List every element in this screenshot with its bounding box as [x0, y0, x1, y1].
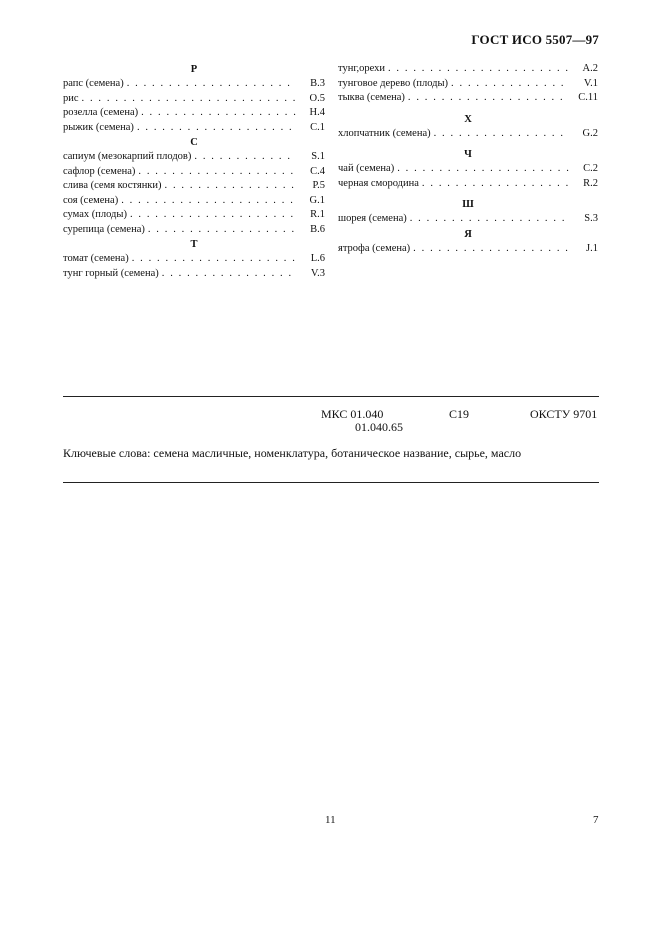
- entry-ref: C.2: [583, 163, 598, 174]
- index-entry: [63, 179, 325, 194]
- index-entry: [63, 208, 325, 223]
- entry-term: чай (семена): [338, 163, 395, 174]
- leader-dots: [127, 77, 296, 92]
- index-entry: [338, 162, 598, 177]
- index-entry: [338, 77, 598, 92]
- entry-ref: G.2: [582, 127, 598, 139]
- keywords-line: Ключевые слова: семена масличные, номенклатура, ботаническое название, сырье, масло: [63, 446, 522, 460]
- section-letter: С: [190, 137, 198, 148]
- index-entry: [338, 212, 598, 227]
- divider-bottom: [63, 482, 599, 483]
- section-letter: Я: [464, 228, 472, 240]
- entry-term: ятрофа (семена): [338, 242, 411, 254]
- entry-ref: V.3: [310, 267, 325, 279]
- entry-term: тунг горный (семена): [63, 267, 159, 279]
- entry-term: сумах (плоды): [63, 209, 127, 220]
- index-entry: [63, 92, 325, 107]
- leader-dots: [422, 177, 569, 192]
- index-entry: [63, 165, 325, 180]
- entry-term: сурепица (семена): [63, 223, 145, 235]
- leader-dots: [410, 212, 569, 227]
- entry-ref: R.2: [583, 177, 598, 189]
- entry-term: шорея (семена): [338, 213, 407, 224]
- entry-term: томат (семена): [63, 253, 129, 264]
- index-entry: [63, 252, 325, 267]
- leader-dots: [137, 121, 296, 136]
- leader-dots: [413, 242, 569, 257]
- entry-ref: J.1: [586, 242, 598, 254]
- entry-term: соя (семена): [63, 194, 119, 206]
- index-column-right: [338, 62, 598, 256]
- entry-term: рис: [63, 92, 79, 104]
- index-entry: [63, 77, 325, 92]
- entry-term: слива (семя костянки): [63, 180, 162, 191]
- entry-term: хлопчатник (семена): [338, 127, 431, 139]
- entry-ref: C.1: [310, 121, 325, 133]
- index-column-left: [63, 62, 325, 281]
- entry-ref: C.11: [578, 92, 598, 103]
- leader-dots: [162, 267, 296, 282]
- index-entry: [63, 121, 325, 136]
- index-entry: [63, 223, 325, 238]
- leader-dots: [434, 127, 569, 142]
- entry-ref: R.1: [310, 209, 325, 220]
- leader-dots: [451, 77, 569, 92]
- mks-code-primary: МКС 01.040: [321, 407, 384, 421]
- leader-dots: [138, 165, 296, 180]
- mks-code: [321, 408, 411, 434]
- index-entry: [63, 106, 325, 121]
- section-letter: Т: [190, 239, 198, 250]
- entry-ref: S.3: [584, 213, 598, 224]
- category-code: С19: [449, 407, 470, 421]
- mks-code-secondary: 01.040.65: [355, 420, 403, 434]
- entry-ref: L.6: [310, 253, 325, 264]
- section-letter: Х: [464, 113, 472, 125]
- entry-ref: O.5: [309, 92, 325, 104]
- leader-dots: [130, 208, 296, 223]
- entry-term: розелла (семена): [63, 107, 139, 118]
- entry-term: тунговое дерево (плоды): [338, 77, 449, 89]
- entry-term: сафлор (семена): [63, 165, 136, 177]
- entry-ref: H.4: [309, 107, 325, 118]
- entry-term: сапиум (мезокарпий плодов): [63, 151, 192, 162]
- entry-term: тунг,орехи: [338, 63, 385, 74]
- leader-dots: [165, 179, 296, 194]
- leader-dots: [82, 92, 296, 107]
- index-entry: [338, 127, 598, 142]
- leader-dots: [397, 162, 569, 177]
- entry-ref: S.1: [311, 151, 325, 162]
- entry-ref: B.3: [310, 78, 325, 89]
- leader-dots: [132, 252, 296, 267]
- footer-center-number: 11: [325, 814, 336, 826]
- entry-term: рапс (семена): [63, 78, 124, 89]
- page-number: 7: [593, 814, 599, 826]
- entry-term: рыжик (семена): [63, 121, 134, 133]
- entry-term: тыква (семена): [338, 92, 405, 103]
- index-entry: [63, 150, 325, 165]
- entry-term: черная смородина: [338, 177, 419, 189]
- index-entry: [338, 177, 598, 192]
- index-entry: [63, 267, 325, 282]
- entry-ref: A.2: [582, 63, 598, 74]
- entry-ref: G.1: [309, 194, 325, 206]
- index-entry: [338, 62, 598, 77]
- leader-dots: [141, 106, 296, 121]
- leader-dots: [408, 91, 569, 106]
- index-entry: [338, 91, 598, 106]
- section-letter: Ш: [462, 199, 474, 210]
- entry-ref: P.5: [312, 180, 325, 191]
- okstu-code: ОКСТУ 9701: [530, 407, 598, 421]
- divider-top: [63, 396, 599, 397]
- entry-ref: C.4: [310, 165, 325, 177]
- leader-dots: [148, 223, 296, 238]
- leader-dots: [388, 62, 569, 77]
- leader-dots: [194, 150, 296, 165]
- section-letter: Ч: [464, 149, 472, 160]
- index-entry: [338, 242, 598, 257]
- entry-ref: B.6: [310, 223, 325, 235]
- leader-dots: [121, 194, 296, 209]
- index-entry: [63, 194, 325, 209]
- document-id: ГОСТ ИСО 5507—97: [471, 32, 599, 47]
- entry-ref: V.1: [583, 77, 598, 89]
- section-letter: Р: [190, 64, 198, 75]
